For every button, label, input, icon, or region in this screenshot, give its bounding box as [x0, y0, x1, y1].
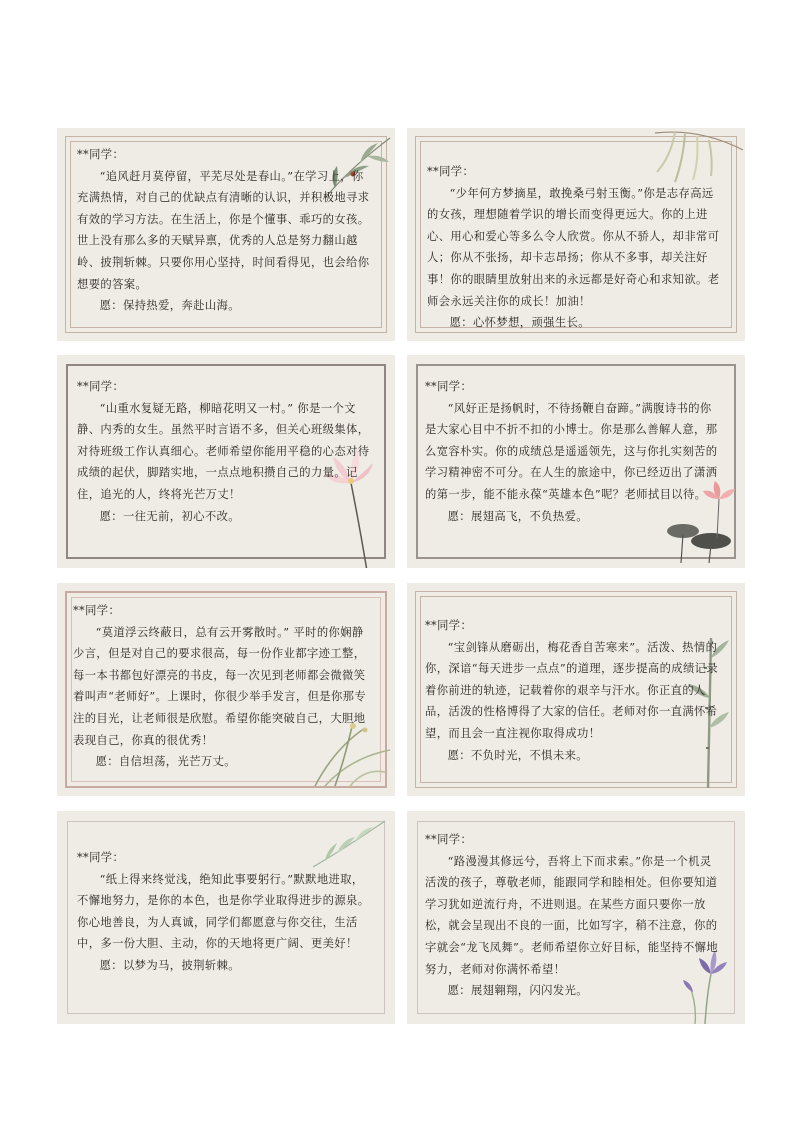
card-text [77, 847, 373, 977]
comment-body: “宝剑锋从磨砺出，梅花香自苦寒来”。活泼、热情的你，深谙“每天进步一点点”的道理，逐步提高的成绩记录着你前进的轨迹，记载着你的艰辛与汗水。你正直的人品，活泼的性格博得了大家的信任。老师对你一直满怀希望，而且会一直注视你取得成功！ [425, 640, 719, 740]
wish-line: 愿：不负时光，不惧未来。 [447, 748, 588, 762]
student-name: **同学： [425, 380, 473, 393]
comment-card-3 [57, 355, 395, 568]
comment-body: “追风赶月莫停留，平芜尽处是春山。”在学习上，你充满热情，对自己的优缺点有清晰的认识，并积极地寻求有效的学习方法。在生活上，你是个懂事、乖巧的女孩。世上没有那么多的天赋异禀，优秀的人总是努力翻山越岭、披荆斩棘。只要你用心坚持，时间看得见，也会给你想要的答案。 [77, 169, 370, 291]
wish-line: 愿：展翅翱翔，闪闪发光。 [447, 984, 588, 998]
wish-line: 愿：展翅高飞，不负热爱。 [447, 509, 588, 523]
comment-card-4 [407, 355, 745, 568]
card-text [77, 144, 373, 317]
comment-body: “风好正是扬帆时，不待扬鞭自奋蹄。”满腹诗书的你是大家心目中不折不扣的小博士。你是那么善解人意，那么宽容朴实。你的成绩总是遥遥领先，这与你扎实刻苦的学习精神密不可分。在人生的旅途中，你已经迈出了潇洒的第一步，能不能永葆“英雄本色”呢？老师拭目以待。 [425, 401, 718, 501]
comment-body: “纸上得来终觉浅，绝知此事要躬行。”默默地进取，不懈地努力，是你的本色，也是你学业取得进步的源泉。你心地善良，为人真诚，同学们都愿意与你交往，生活中，多一份大胆、主动，你的天地将更广阔、更美好！ [77, 872, 370, 951]
comment-card-1 [57, 128, 395, 341]
comment-card-7 [57, 811, 395, 1024]
student-name: **同学： [425, 833, 473, 846]
student-name: **同学： [77, 148, 125, 161]
comment-card-2 [407, 128, 745, 341]
comment-body: “路漫漫其修远兮，吾将上下而求索。”你是一个机灵活泼的孩子，尊敬老师，能跟同学和睦相处。但你要知道学习犹如逆流行舟，不进则退。在某些方面只要你一放松，就会呈现出不良的一面，比如写字，稍不注意，你的字就会“龙飞凤舞”。老师希望你立好目标，能坚持不懈地努力，老师对你满怀希望！ [425, 854, 719, 976]
comment-card-8 [407, 811, 745, 1024]
card-text [425, 376, 723, 527]
card-text [427, 161, 723, 334]
wish-line: 愿：保持热爱，奔赴山海。 [99, 299, 240, 313]
card-text [425, 615, 723, 766]
wish-line: 愿：以梦为马，披荆斩棘。 [99, 958, 240, 972]
wish-line: 愿：心怀梦想，顽强生长。 [449, 316, 590, 330]
comment-body: “莫道浮云终蔽日，总有云开雾散时。” 平时的你娴静少言，但是对自己的要求很高，每一份作业都字迹工整，每一本书都包好漂亮的书皮，每一次见到老师都会微微笑着叫声“老师好”。上课时，你很少举手发言，但是你那专注的目光，让老师很是欣慰。希望你能突破自己，大胆地表现自己，你真的很优秀！ [73, 625, 367, 747]
card-text [425, 829, 723, 1002]
comment-body: “山重水复疑无路，柳暗花明又一村。” 你是一个文静、内秀的女生。虽然平时言语不多，但关心班级集体，对待班级工作认真细心。老师希望你能用平稳的心态对待成绩的起伏，脚踏实地，一点点地积攒自己的力量。记住，追光的人，终将光芒万丈！ [77, 401, 370, 501]
wish-line: 愿：一往无前，初心不改。 [99, 509, 240, 523]
wish-line: 愿：自信坦荡，光芒万丈。 [95, 755, 236, 769]
card-text [73, 600, 373, 773]
card-text [77, 376, 373, 527]
student-name: **同学： [77, 851, 125, 864]
student-name: **同学： [425, 619, 473, 632]
student-name: **同学： [73, 604, 121, 617]
comment-card-5 [57, 583, 395, 796]
comment-card-6 [407, 583, 745, 796]
comment-body: “少年何方梦摘星，敢挽桑弓射玉衡。”你是志存高远的女孩，理想随着学识的增长而变得更远大。你的上进心、用心和爱心等多么令人欣赏。你从不骄人，却非常可人；你从不张扬，却卡志昂扬；你从不多事，却关注好事！你的眼睛里放射出来的永远都是好奇心和求知欲。老师会永远关注你的成长！加油！ [427, 186, 720, 308]
student-name: **同学： [77, 380, 125, 393]
student-name: **同学： [427, 165, 475, 178]
